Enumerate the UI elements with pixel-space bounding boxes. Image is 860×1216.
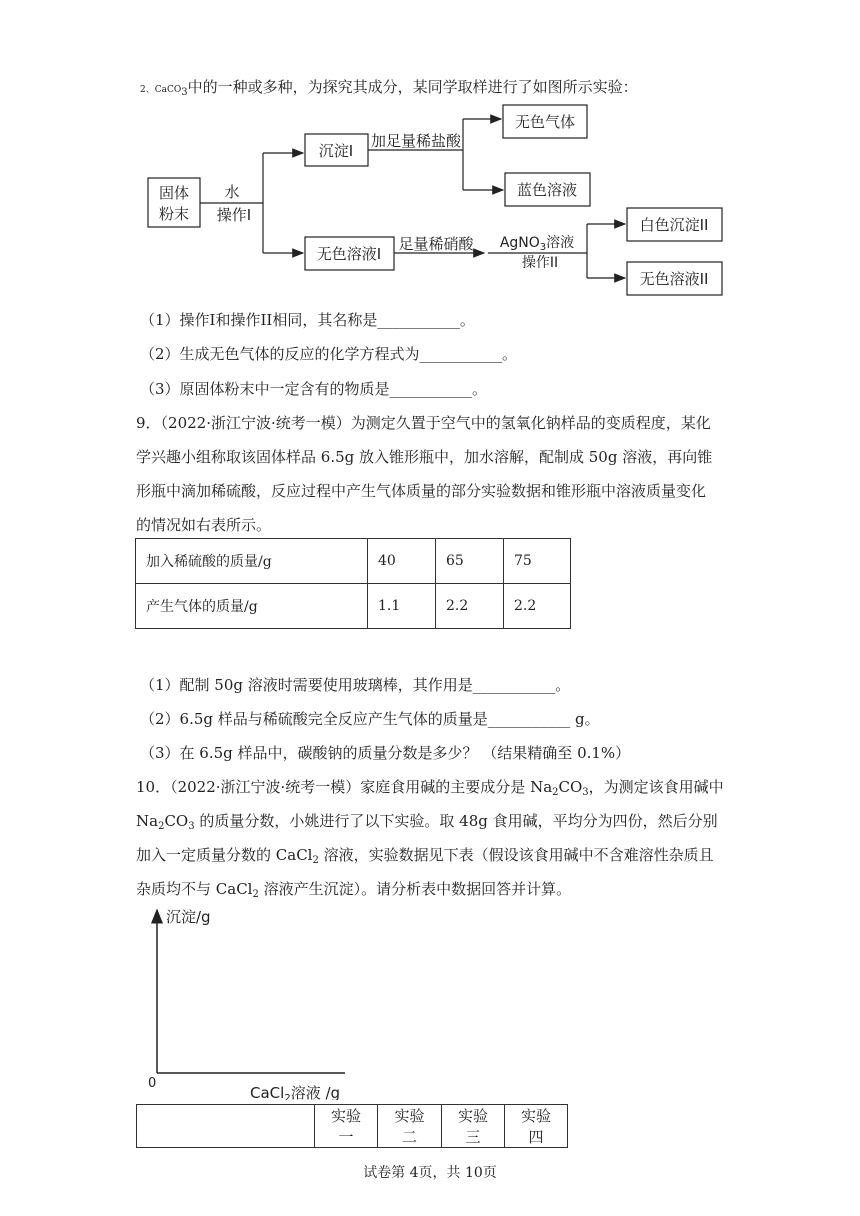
q10-line4-b: 溶液产生沉淀）。请分析表中数据回答并计算。 [258,880,572,898]
table-cell: 65 [436,539,504,584]
q10-line3 [136,844,714,866]
label-precipitate1: 沉淀I [318,142,354,160]
q10-line2-sub1: 2 [158,821,165,832]
label-op1-bottom: 操作I [216,206,252,224]
page-footer: 试卷第 4页，共 10页 [363,1165,497,1181]
q10-line1-sub1: 2 [552,787,559,798]
x-axis-label: CaCl$_2$溶液 /g [250,1084,341,1100]
table-row [136,584,571,629]
label-acid: 加足量稀盐酸 [370,132,462,150]
table-cell: 加入稀硫酸的质量/g [136,539,368,584]
q10-line1-c: ，为测定该食用碱中 [588,778,724,796]
table-cell: 75 [504,539,571,584]
table-header-cell: 实验二 [378,1105,442,1148]
label-agno3: AgNO$_3$溶液 [499,235,575,253]
label-white-precipitate2: 白色沉淀II [639,216,709,234]
intro-prefix: 2、CaCO [140,85,182,95]
q9-line2: 学兴趣小组称取该固体样品 6.5g 放入锥形瓶中，加水溶解，配制成 50g 溶液，再向锥 [136,448,713,466]
q10-line2 [136,810,718,832]
label-gas: 无色气体 [514,113,576,131]
label-blue-solution: 蓝色溶液 [516,181,578,199]
table-header-cell: 实验四 [505,1105,568,1148]
q9-line1: 9．（2022·浙江宁波·统考一模）为测定久置于空气中的氢氧化钠样品的变质程度，某化 [136,414,711,432]
table-cell: 40 [368,539,436,584]
experiment-table [136,1104,568,1148]
label-colorless-solution2: 无色溶液II [639,270,709,288]
q10-line4-sub: 2 [252,889,259,900]
q10-line1-b: CO [558,778,583,796]
q10-line4-a: 杂质均不与 CaCl [136,880,253,898]
q10-line3-b: 溶液，实验数据见下表（假设该食用碱中不含难溶性杂质且 [318,846,714,864]
q10-line1-a: 10．（2022·浙江宁波·统考一模）家庭食用碱的主要成分是 Na [136,778,553,796]
table-cell: 产生气体的质量/g [136,584,368,629]
label-op2: 操作II [521,255,559,271]
intro-sub: 3 [181,87,188,98]
table-cell: 2.2 [504,584,571,629]
table-cell: 2.2 [436,584,504,629]
origin-label: 0 [148,1076,157,1091]
intro-rest: 中的一种或多种，为探究其成分，某同学取样进行了如图所示实验： [187,78,638,96]
q9-line3: 形瓶中滴加稀硫酸，反应过程中产生气体质量的部分实验数据和锥形瓶中溶液质量变化 [136,482,707,500]
q10-line1 [136,776,724,798]
q10-line1-sub2: 3 [582,787,589,798]
y-axis-label: 沉淀/g [166,908,211,926]
table-header-cell: 实验三 [442,1105,505,1148]
table-header-cell: 实验一 [315,1105,378,1148]
table-cell: 1.1 [368,584,436,629]
label-op1-top: 水 [224,183,240,201]
q9-table [135,538,571,629]
axes-sketch [0,900,860,1100]
label-colorless-solution1: 无色溶液I [316,245,382,263]
table-row [137,1105,568,1148]
q9-line4: 的情况如右表所示。 [136,516,272,534]
table-row [136,539,571,584]
q10-line2-c: 的质量分数，小姚进行了以下实验。取 48g 食用碱，平均分为四份，然后分别 [194,812,718,830]
q10-line2-b: CO [164,812,189,830]
q9-part3: （3）在 6.5g 样品中，碳酸钠的质量分数是多少？ （结果精确至 0.1%） [140,744,631,762]
q8-part2: （2）生成无色气体的反应的化学方程式为___________。 [140,345,518,363]
label-solid-line1: 固体 [158,184,190,202]
label-solid-line2: 粉末 [158,205,190,223]
q10-line2-a: Na [136,812,159,830]
q10-line4 [136,878,571,900]
label-nitric: 足量稀硝酸 [398,235,474,253]
flow-diagram [0,0,860,310]
q8-part3: （3）原固体粉末中一定含有的物质是___________。 [140,380,488,398]
q9-part1: （1）配制 50g 溶液时需要使用玻璃棒，其作用是___________。 [140,676,571,694]
table-header-cell [137,1105,315,1148]
q8-part1: （1）操作I和操作II相同，其名称是___________。 [140,311,475,329]
q9-part2: （2）6.5g 样品与稀硫酸完全反应产生气体的质量是___________ g。 [140,710,600,728]
q10-line3-a: 加入一定质量分数的 CaCl [136,846,313,864]
q10-line2-sub2: 3 [188,821,195,832]
q10-line3-sub: 2 [312,855,319,866]
